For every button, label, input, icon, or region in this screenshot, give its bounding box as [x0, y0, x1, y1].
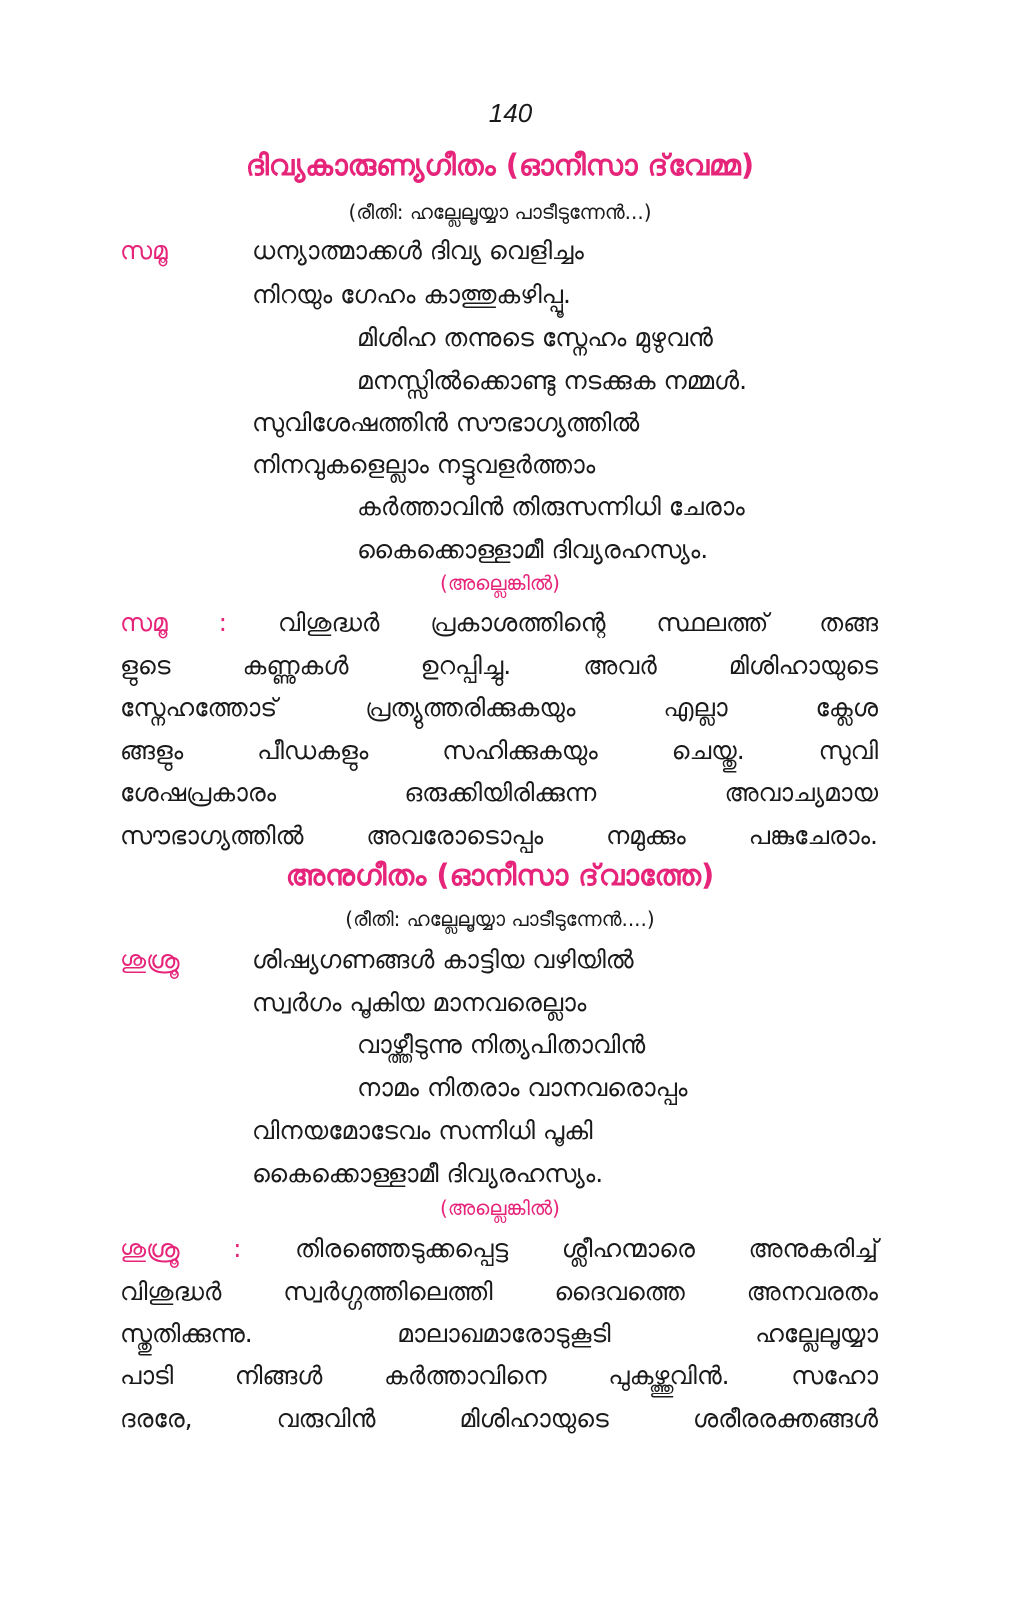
verse-line: മിശിഹ തന്നുടെ സ്നേഹം മുഴുവൻ [357, 323, 713, 352]
verse-line: ശിഷ്യഗണങ്ങൾ കാട്ടിയ വഴിയിൽ [252, 945, 634, 974]
prose-text: വിശുദ്ധർ പ്രകാശത്തിന്റെ സ്ഥലത്ത് തങ്ങ [278, 608, 878, 637]
verse-line: നിറയും ഗേഹം കാത്തുകഴിപ്പൂ. [252, 280, 571, 309]
prose-line [120, 605, 878, 641]
tune-note: (രീതി: ഹല്ലേലൂയ്യാ പാടീടുന്നേൻ....) [345, 907, 655, 931]
prose-line: സ്തുതിക്കുന്നു. മാലാഖമാരോടുകൂടി ഹല്ലേലൂയ്യാ [120, 1319, 878, 1348]
prose-line: പാടി നിങ്ങൾ കർത്താവിനെ പുകഴ്ത്തുവിൻ. സഹോ [120, 1361, 878, 1390]
role-label: ശുശ്രൂ [120, 945, 180, 974]
verse-line: വാഴ്ത്തീടുന്നു നിത്യപിതാവിൻ [357, 1030, 646, 1059]
verse-line: വിനയമോടേവം സന്നിധി പൂകി [252, 1116, 593, 1145]
verse-line: നിനവുകളെല്ലാം നട്ടുവളർത്താം [252, 450, 596, 479]
section-heading-divyakarunya-geetham: ദിവ്യകാരുണ്യഗീതം (ഓനീസാ ദ്‌വേമ്മ) [245, 148, 755, 182]
prose-line: സ്നേഹത്തോട് പ്രത്യുത്തരിക്കുകയും എല്ലാ ക്ലേശ [120, 693, 878, 722]
verse-line: കൈക്കൊള്ളാമീ ദിവ്യരഹസ്യം. [357, 535, 709, 564]
alternative-label: (അല്ലെങ്കിൽ) [440, 571, 560, 595]
role-label: ശുശ്രൂ : [120, 1234, 242, 1263]
role-label: സമൂ [120, 236, 168, 265]
verse-line: സ്വർഗം പൂകിയ മാനവരെല്ലാം [252, 988, 587, 1017]
tune-note: (രീതി: ഹല്ലേലൂയ്യാ പാടീടുന്നേൻ...) [348, 200, 652, 224]
verse-line: മനസ്സിൽക്കൊണ്ടു നടക്കുക നമ്മൾ. [357, 366, 748, 395]
page-number: 140 [488, 98, 533, 128]
verse-line: കർത്താവിൻ തിരുസന്നിധി ചേരാം [357, 492, 745, 521]
prose-line: ളുടെ കണ്ണുകൾ ഉറപ്പിച്ചു. അവർ മിശിഹായുടെ [120, 651, 878, 680]
section-heading-anugeetham: അനുഗീതം (ഓനീസാ ദ്‌വാത്തേ) [285, 858, 715, 892]
verse-line: ധന്യാത്മാക്കൾ ദിവ്യ വെളിച്ചം [252, 236, 584, 265]
prose-text: തിരഞ്ഞെടുക്കപ്പെട്ട ശ്ലീഹന്മാരെ അനുകരിച്ച് [295, 1234, 878, 1263]
prose-line: ങ്ങളും പീഡകളും സഹിക്കുകയും ചെയ്തു. സുവി [120, 736, 878, 765]
prose-line: വിശുദ്ധർ സ്വർഗ്ഗത്തിലെത്തി ദൈവത്തെ അനവരതം [120, 1277, 878, 1306]
prose-line: ശേഷപ്രകാരം ഒരുക്കിയിരിക്കുന്ന അവാച്യമായ [120, 778, 878, 807]
alternative-label: (അല്ലെങ്കിൽ) [440, 1196, 560, 1220]
prose-line: സൗഭാഗ്യത്തിൽ അവരോടൊപ്പം നമുക്കും പങ്കുചേരാം. [120, 821, 878, 850]
prose-line [120, 1231, 878, 1267]
prose-line: ദരരേ, വരുവിൻ മിശിഹായുടെ ശരീരരക്തങ്ങൾ [120, 1404, 878, 1433]
verse-line: നാമം നിതരാം വാനവരൊപ്പം [357, 1073, 688, 1102]
role-label: സമൂ : [120, 608, 228, 637]
verse-line: സുവിശേഷത്തിൻ സൗഭാഗ്യത്തിൽ [252, 408, 640, 437]
verse-line: കൈക്കൊള്ളാമീ ദിവ്യരഹസ്യം. [252, 1159, 604, 1188]
